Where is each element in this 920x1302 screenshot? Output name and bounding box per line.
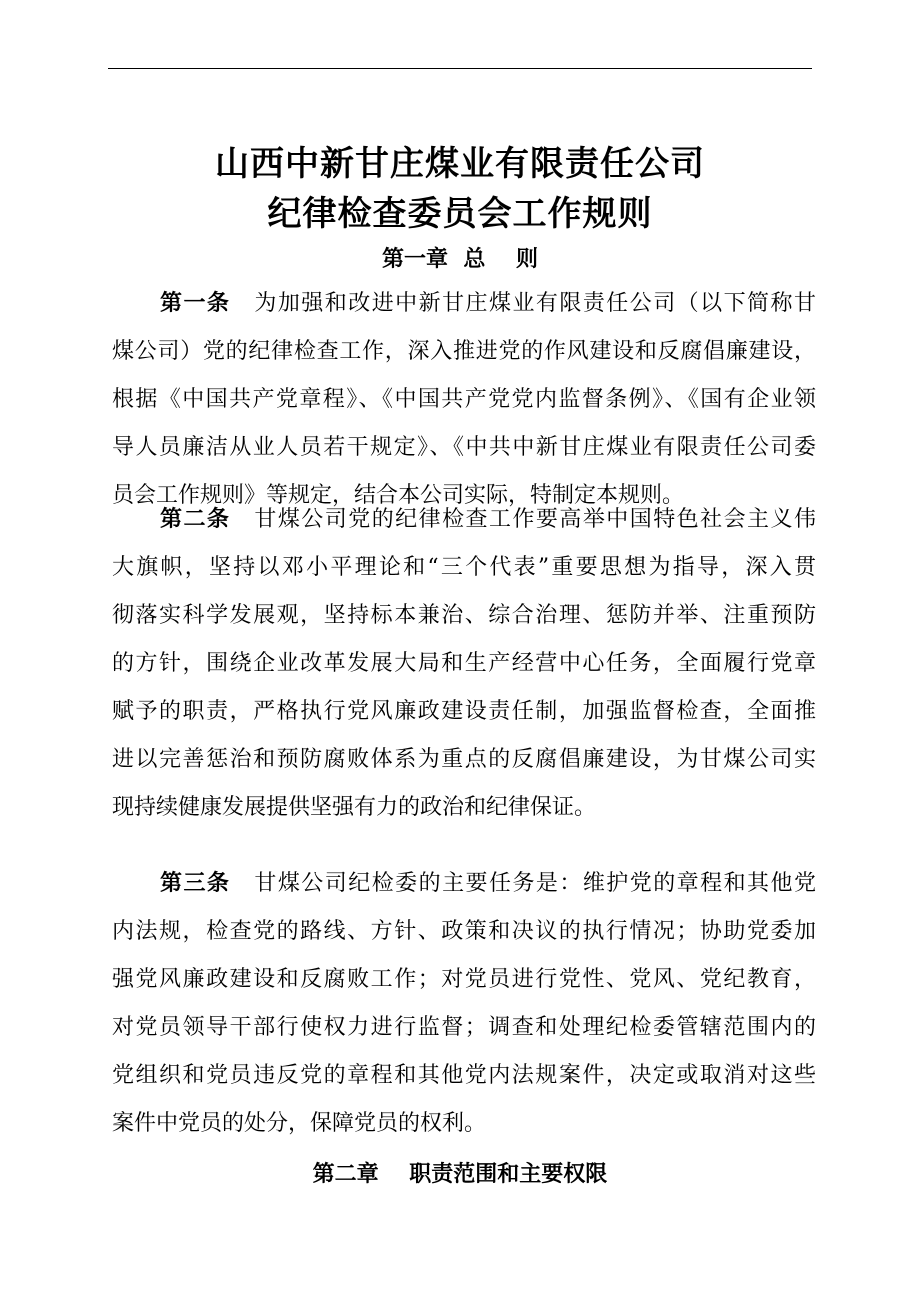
article-text: 甘煤公司党的纪律检查工作要高举中国特色社会主义伟 xyxy=(254,507,816,532)
article-text: 甘煤公司纪检委的主要任务是：维护党的章程和其他党 xyxy=(254,871,816,896)
article-line: 煤公司）党的纪律检查工作，深入推进党的作风建设和反腐倡廉建设， xyxy=(112,339,816,364)
article-text: 为加强和改进中新甘庄煤业有限责任公司（以下简称甘 xyxy=(254,291,816,316)
article-line: 现持续健康发展提供坚强有力的政治和纪律保证。 xyxy=(112,795,597,820)
article-line: 案件中党员的处分，保障党员的权利。 xyxy=(112,1111,487,1136)
article-line: 导人员廉洁从业人员若干规定》、《中共中新甘庄煤业有限责任公司委 xyxy=(112,435,816,460)
article-line: 内法规，检查党的路线、方针、政策和决议的执行情况；协助党委加 xyxy=(112,919,816,944)
article-label: 第一条 xyxy=(160,291,231,316)
article-2 xyxy=(112,496,816,832)
article-line: 彻落实科学发展观，坚持标本兼治、综合治理、惩防并举、注重预防 xyxy=(112,603,816,628)
chapter-1-heading: 第一章 总 则 xyxy=(382,247,538,272)
article-line xyxy=(112,860,816,908)
article-3 xyxy=(112,860,816,1148)
header-rule xyxy=(108,68,812,69)
document-title-line-2: 纪律检查委员会工作规则 xyxy=(267,194,653,234)
article-label: 第三条 xyxy=(160,871,231,896)
article-line: 强党风廉政建设和反腐败工作；对党员进行党性、党风、党纪教育， xyxy=(112,967,816,992)
article-line: 根据《中国共产党章程》、《中国共产党党内监督条例》、《国有企业领 xyxy=(112,387,816,412)
article-line: 大旗帜，坚持以邓小平理论和“三个代表”重要思想为指导，深入贯 xyxy=(112,555,816,580)
article-line: 赋予的职责，严格执行党风廉政建设责任制，加强监督检查，全面推 xyxy=(112,699,816,724)
document-title-line-1: 山西中新甘庄煤业有限责任公司 xyxy=(215,144,705,184)
article-line: 党组织和党员违反党的章程和其他党内法规案件，决定或取消对这些 xyxy=(112,1063,816,1088)
article-line: 进以完善惩治和预防腐败体系为重点的反腐倡廉建设，为甘煤公司实 xyxy=(112,747,816,772)
article-line: 员会工作规则》等规定，结合本公司实际，特制定本规则。 xyxy=(112,483,685,508)
article-line xyxy=(112,496,816,544)
article-line: 的方针，围绕企业改革发展大局和生产经营中心任务，全面履行党章 xyxy=(112,651,816,676)
article-1 xyxy=(112,280,816,520)
article-label: 第二条 xyxy=(160,507,231,532)
article-line: 对党员领导干部行使权力进行监督；调查和处理纪检委管辖范围内的 xyxy=(112,1015,816,1040)
article-line xyxy=(112,280,816,328)
chapter-2-heading: 第二章 职责范围和主要权限 xyxy=(312,1162,608,1187)
